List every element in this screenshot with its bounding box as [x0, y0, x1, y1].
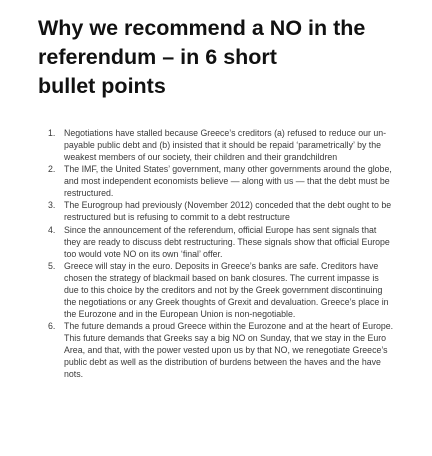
bullet-list [48, 128, 430, 381]
list-item-text-line: restructured but is refusing to commit to a debt restructure [64, 212, 290, 223]
list-item-text-line: weakest members of our society, their children and their grandchildren [64, 151, 338, 162]
list-item-number: 1. [48, 128, 56, 138]
list-item [48, 164, 430, 200]
list-item-text-line: too would vote NO on its own ‘final’ offer. [64, 248, 223, 259]
list-item-text-line: the negotiations or any Greek thoughts of Grexit and devaluation. Greece’s place in [64, 296, 389, 307]
page-title [38, 14, 423, 101]
title-line: referendum – in 6 short [38, 45, 277, 69]
list-item [48, 128, 430, 164]
list-item-text-line: they are ready to discuss debt restructuring. These signals show that official Europe [64, 236, 390, 247]
list-item-number: 3. [48, 200, 56, 211]
list-item [48, 321, 430, 381]
title-line: bullet points [38, 74, 166, 98]
list-item-text-line: chosen the strategy of blackmail based on bank closures. The current impasse is [64, 272, 379, 283]
list-item-text-line: public debt as well as the distribution of burdens between the haves and the have [64, 356, 381, 367]
list-item-number: 4. [48, 224, 56, 235]
list-item-text-line: The future demands a proud Greece within the Eurozone and at the heart of Europe. [64, 321, 394, 331]
list-item [48, 200, 430, 224]
list-item-number: 5. [48, 260, 56, 271]
list-item-text-line: and most independent economists believe — along with us — that the debt must be [64, 176, 390, 187]
list-item-text-line: The IMF, the United States’ government, many other governments around the globe, [64, 164, 392, 175]
list-item-text-line: nots. [64, 368, 84, 379]
list-item-text-line: due to this choice by the creditors and not by the Greek government discontinuing [64, 284, 383, 295]
list-item-text-line: Greece will stay in the euro. Deposits in Greece’s banks are safe. Creditors have [64, 260, 379, 271]
list-item-text-line: Area, and that, with the power vested upon us by that NO, we renegotiate Greece’s [64, 344, 388, 355]
list-item-text-line: payable public debt and (b) insisted that it should be repaid ‘parametrically’ by the [64, 139, 382, 150]
list-item-number: 6. [48, 321, 56, 331]
list-item-text-line: the Eurozone and in the European Union is non-negotiable. [64, 308, 296, 319]
title-line: Why we recommend a NO in the [38, 16, 366, 40]
list-item-text-line: This future demands that Greeks say a big NO on Sunday, that we stay in the Euro [64, 332, 387, 343]
list-item [48, 261, 430, 321]
list-item-number: 2. [48, 164, 56, 175]
list-item-text-line: restructured. [64, 188, 114, 199]
list-item-text-line: Since the announcement of the referendum, official Europe has sent signals that [64, 224, 377, 235]
list-item [48, 225, 430, 261]
list-item-text-line: Negotiations have stalled because Greece’s creditors (a) refused to reduce our un- [64, 128, 387, 138]
list-item-text-line: The Eurogroup had previously (November 2012) conceded that the debt ought to be [64, 200, 392, 211]
